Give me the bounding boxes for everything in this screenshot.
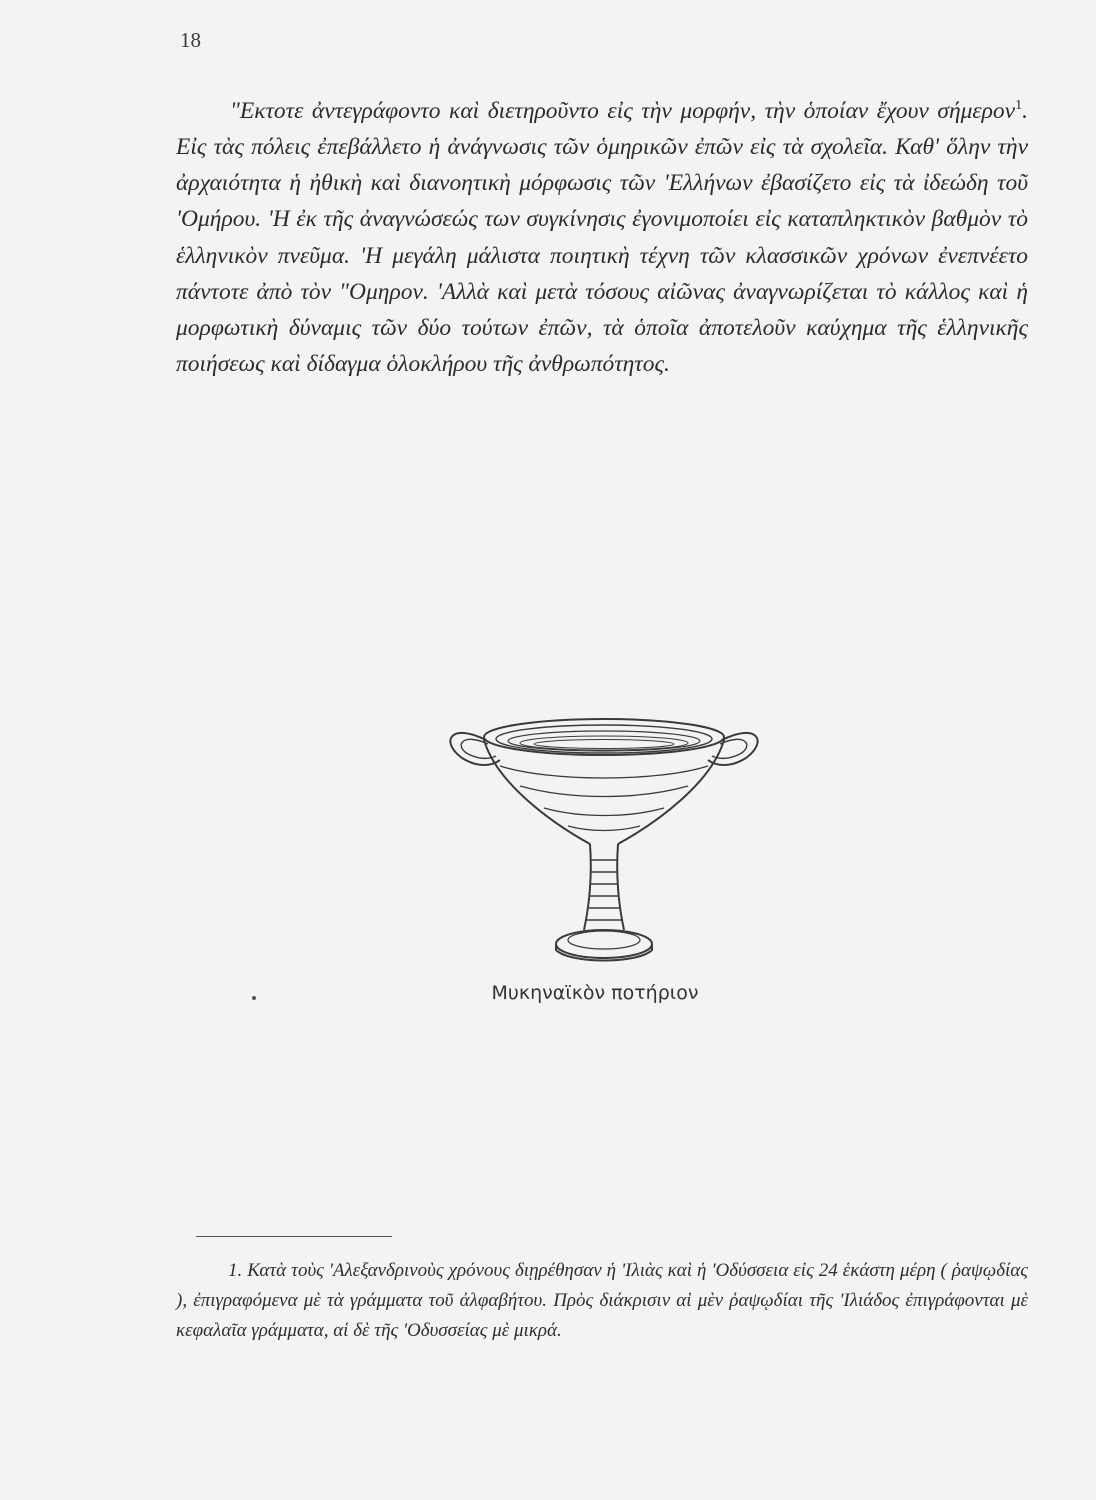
footnote bbox=[176, 1256, 1028, 1346]
main-paragraph bbox=[176, 88, 1028, 382]
paragraph-text-rest: . Εἰς τὰς πόλεις ἐπεβάλλετο ἡ ἀνάγνωσις τῶν ὁμηρικῶν ἐπῶν εἰς τὰ σχολεῖα. Καθ' ὅλην τὴν ἀρχαιότητα ἡ ἠθικὴ καὶ διανοητικὴ μόρφωσις τῶν 'Ελλήνων ἐβασίζετο εἰς τὰ ἰδεώδη τοῦ 'Ομήρου. 'Η ἐκ τῆς ἀναγνώσεώς των συγκίνησις ἐγονιμοποίει εἰς καταπληκτικὸν βαθμὸν τὸ ἑλληνικὸν πνεῦμα. 'Η μεγάλη μάλιστα ποιητικὴ τέχνη τῶν κλασσικῶν χρόνων ἐνεπνέετο πάντοτε ἀπὸ τὸν "Ομηρον. 'Αλλὰ καὶ μετὰ τόσους αἰῶνας ἀναγνωρίζεται τὸ κάλλος καὶ ἡ μορφωτικὴ δύναμις τῶν δύο τούτων ἐπῶν, τὰ ὁποῖα ἀποτελοῦν καύχημα τῆς ἑλληνικῆς ποιήσεως καὶ δίδαγμα ὁλοκλήρου τῆς ἀνθρωπότητος. bbox=[176, 97, 1028, 378]
footnote-marker[interactable]: 1 bbox=[1015, 98, 1023, 113]
figure-caption: Μυκηναϊκὸν ποτήριον bbox=[491, 982, 699, 1004]
paragraph-text-start: "Εκτοτε ἀντεγράφοντο καὶ διετηροῦντο εἰς τὴν μορφήν, τὴν ὁποίαν ἔχουν σήμερον bbox=[230, 97, 1016, 124]
kylix-illustration bbox=[440, 712, 770, 982]
page-number: 18 bbox=[180, 28, 201, 52]
mycenaean-kylix-drawing-icon bbox=[440, 712, 770, 982]
print-speck bbox=[252, 996, 256, 1000]
footnote-divider bbox=[196, 1236, 392, 1237]
footnote-text: 1. Κατὰ τοὺς 'Αλεξανδρινοὺς χρόνους διῃρέθησαν ἡ 'Ιλιὰς καὶ ἡ 'Οδύσσεια εἰς 24 ἑκάστη μέρη ( ῥαψῳδίας ), ἐπιγραφόμενα μὲ τὰ γράμματα τοῦ ἀλφαβήτου. Πρὸς διάκρισιν αἱ μὲν ῥαψῳδίαι τῆς 'Ιλιάδος ἐπιγράφονται μὲ κεφαλαῖα γράμματα, αἱ δὲ τῆς 'Οδυσσείας μὲ μικρά. bbox=[176, 1260, 1028, 1341]
